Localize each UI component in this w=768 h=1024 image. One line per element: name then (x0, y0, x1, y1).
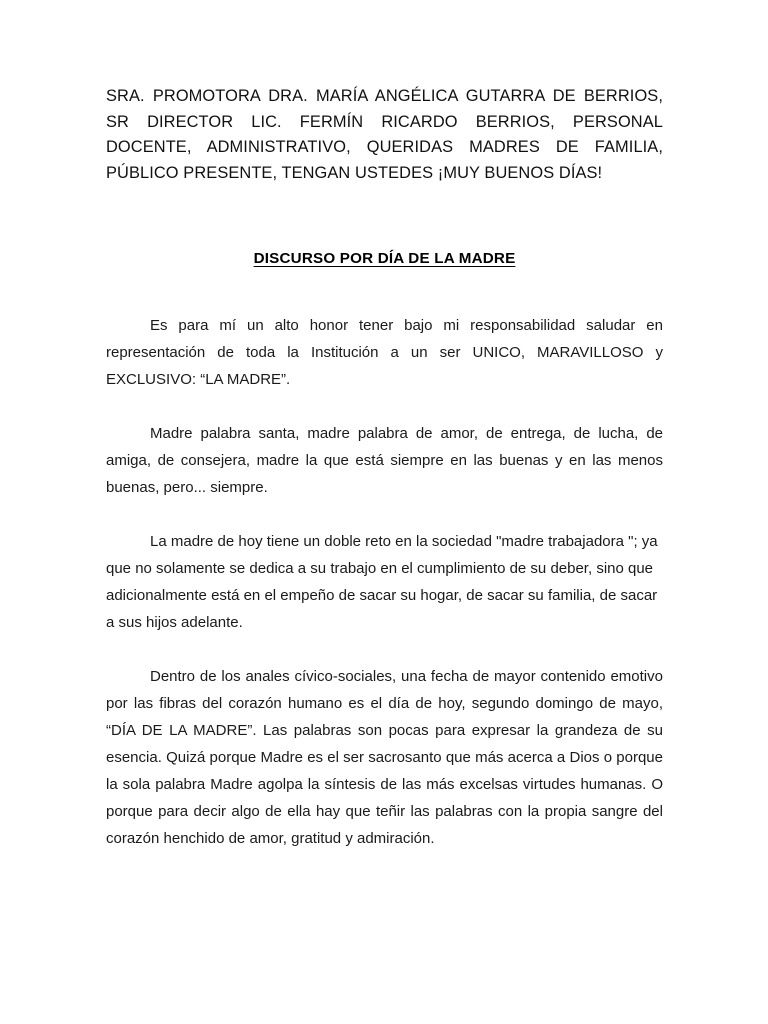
document-content (106, 84, 663, 847)
salutation-block: SRA. PROMOTORA DRA. MARÍA ANGÉLICA GUTARRA DE BERRIOS, SR DIRECTOR LIC. FERMÍN RICARDO BERRIOS, PERSONAL DOCENTE, ADMINISTRATIVO, QUERIDAS MADRES DE FAMILIA, PÚBLICO PRESENTE, TENGAN USTEDES ¡MUY BUENOS DÍAS! (106, 87, 663, 182)
paragraph-4: Dentro de los anales cívico-sociales, una fecha de mayor contenido emotivo por las fibras del corazón humano es el día de hoy, segundo domingo de mayo, “DÍA DE LA MADRE”. Las palabras son pocas para expresar la grandeza de su esencia. Quizá porque Madre es el ser sacrosanto que más acerca a Dios o porque la sola palabra Madre agolpa la síntesis de las más excelsas virtudes humanas. O porque para decir algo de ella hay que teñir las palabras con la propia sangre del corazón henchido de amor, gratitud y admiración. (106, 668, 663, 847)
paragraph-1: Es para mí un alto honor tener bajo mi responsabilidad saludar en representación de toda la Institución a un ser UNICO, MARAVILLOSO y EXCLUSIVO: “LA MADRE”. (106, 317, 663, 388)
body-paragraphs (106, 312, 663, 852)
paragraph-3: La madre de hoy tiene un doble reto en la sociedad "madre trabajadora "; ya que no solamente se dedica a su trabajo en el cumplimiento de su deber, sino que adicionalmente está en el empeño de sacar su hogar, de sacar su familia, de sacar a sus hijos adelante. (106, 533, 658, 631)
paragraph-2: Madre palabra santa, madre palabra de amor, de entrega, de lucha, de amiga, de consejera, madre la que está siempre en las buenas y en las menos buenas, pero... siempre. (106, 425, 663, 496)
page-title: DISCURSO POR DÍA DE LA MADRE (253, 250, 516, 267)
